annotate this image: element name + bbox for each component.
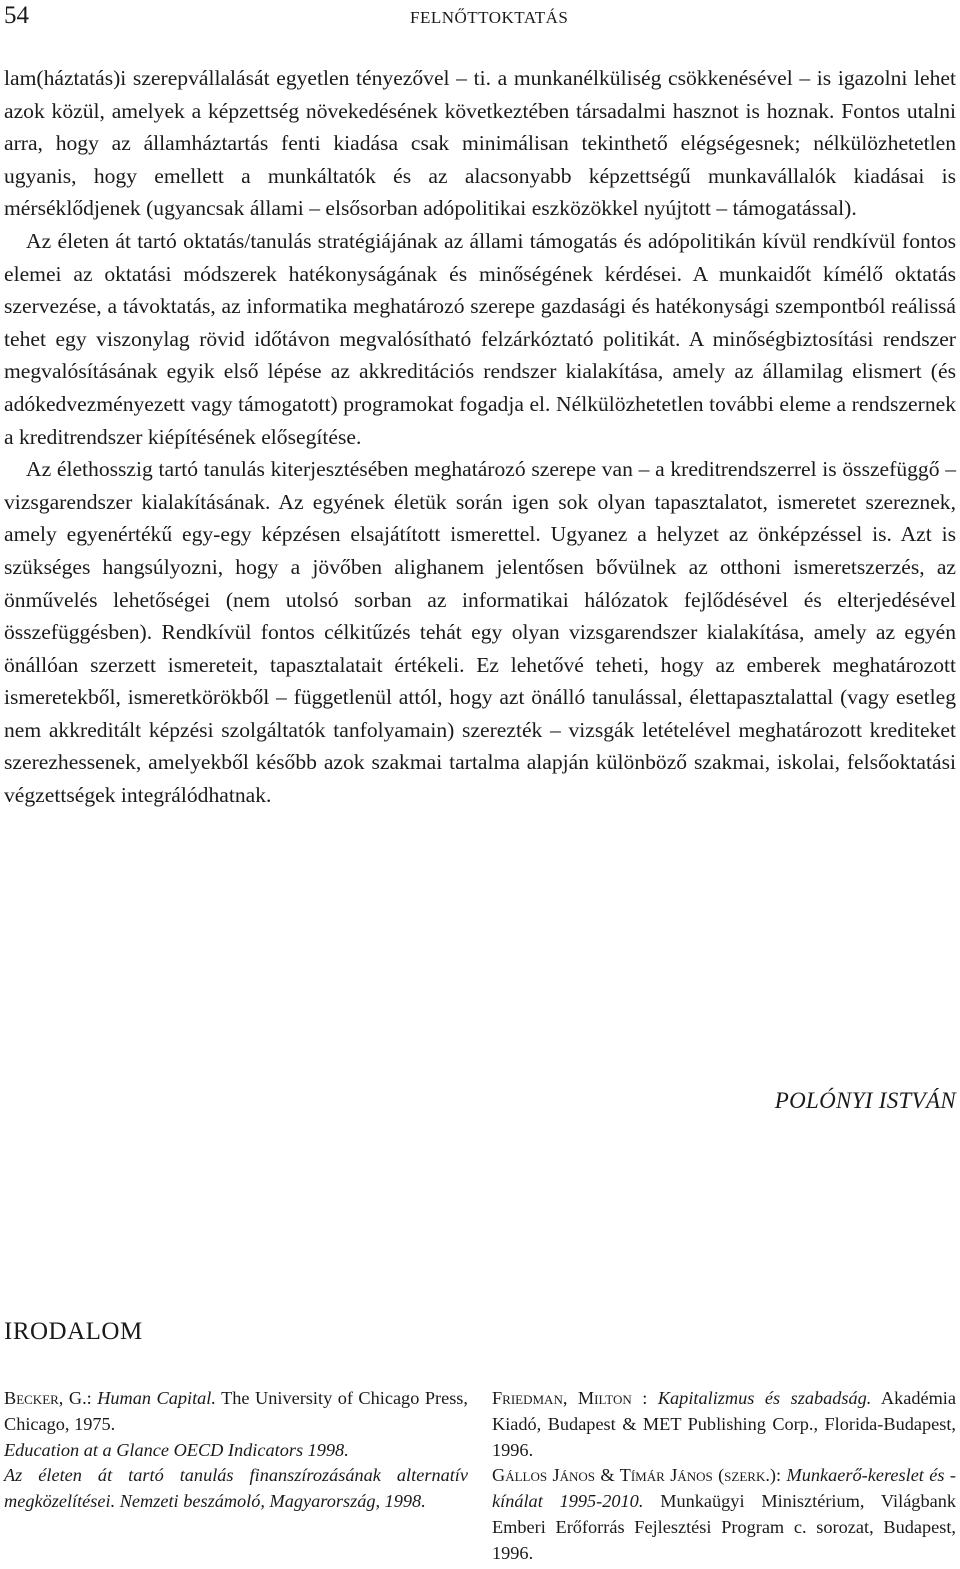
references-left-column <box>4 1386 468 1515</box>
references-right-column <box>492 1386 956 1567</box>
author-signature: POLÓNYI ISTVÁN <box>774 1088 956 1113</box>
references-heading: IRODALOM <box>4 1318 143 1345</box>
reference-publisher: Akadémia Kiadó, Budapest & MET Publishing Corp., Florida-Budapest, 1996. <box>492 1388 956 1460</box>
reference-title: Education at a Glance OECD Indicators 1998. <box>4 1439 349 1460</box>
page-header <box>0 0 960 36</box>
paragraph: Az életen át tartó oktatás/tanulás stratégiájának az állami támogatás és adópolitikán kívül rendkívül fontos elemei az oktatási módszerek hatékonyságának és minőségének kérdései. A munkaidőt kímélő oktatás szervezése, a távoktatás, az informatika meghatározó szerepe gazdasági és hatékonysági szempontból reálissá tehet egy viszonylag rövid időtávon megvalósítható felzárkóztató politikát. A minőségbiztosítási rendszer megvalósításának egyik első lépése az akkreditációs rendszer kialakítása, amely az államilag elismert (és adókedvezményezett vagy támogatott) programokat fogadja el. Nélkülözhetetlen további eleme a rendszernek a kreditrendszer kiépítésének elősegítése. <box>4 228 956 449</box>
reference-title: Munkaerő-kereslet és -kínálat 1995-2010. <box>492 1465 956 1512</box>
reference-title: Kapitalizmus és szabadság. <box>657 1388 872 1408</box>
running-title: FELNŐTTOKTATÁS <box>410 8 569 27</box>
paragraph: Az élethosszig tartó tanulás kiterjesztésében meghatározó szerepe van – a kreditrendszerrel is összefüggő – vizsgarendszer kialakításának. Az egyének életük során igen sok olyan tapasztalatot, ismeretet szereznek, amely egyenértékű egy-egy képzésen elsajátított ismerettel. Ugyanez a helyzet az önképzéssel is. Azt is szükséges hangsúlyozni, hogy a jövőben alighanem jelentősen bővülnek az otthoni ismeretszerzés, az önművelés lehetőségei (nem utolsó sorban az informatikai hálózatok fejlődésével és elterjedésével összefüggésben). Rendkívül fontos célkitűzés tehát egy olyan vizsgarendszer kialakítása, amely az egyén önállóan szerzett ismereteit, tapasztalatait értékeli. Ez lehetővé teheti, hogy az emberek meghatározott ismeretekből, ismeretkörökből – függetlenül attól, hogy azt önálló tanulással, élettapasztalattal (vagy esetleg nem akkreditált képzési szolgáltatók tanfolyamain) szerezték – vizsgák letételével meghatározott krediteket szerezhessenek, amelyekből később azok szakmai tartalma alapján különböző szakmai, iskolai, felsőoktatási végzettségek integrálódhatnak. <box>4 457 956 808</box>
paragraph: lam(háztatás)i szerepvállalását egyetlen tényezővel – ti. a munkanélküliség csökkenésével – is igazolni lehet azok közül, amelyek a képzettség növekedésének következtében társadalmi hasznot is hoznak. Fontos utalni arra, hogy az államháztartás fenti kiadása csak minimálisan tekinthető elégségesnek; nélkülözhetetlen ugyanis, hogy emellett a munkáltatók és az alacsonyabb képzettségű munkavállalók kiadásai is mérséklődjenek (ugyancsak állami – elsősorban adópolitikai eszközökkel nyújtott – támogatással). <box>4 66 956 221</box>
page-number: 54 <box>4 2 29 29</box>
reference-item <box>492 1386 956 1463</box>
reference-item <box>4 1463 468 1515</box>
reference-author: Friedman, Milton : <box>492 1388 648 1408</box>
reference-author: Becker, G.: <box>4 1388 92 1408</box>
reference-author: Gállos János & Tímár János (szerk.): <box>492 1465 782 1486</box>
reference-item <box>492 1463 956 1566</box>
article-body <box>4 62 956 812</box>
reference-publisher: Munkaügyi Minisztérium, Világbank Emberi Erőforrás Fejlesztési Program c. sorozat, Budapest, 1996. <box>492 1491 956 1563</box>
reference-title: Human Capital. <box>97 1388 216 1408</box>
reference-item <box>4 1438 468 1464</box>
reference-item <box>4 1386 468 1438</box>
reference-title: Az életen át tartó tanulás finanszírozásának alternatív megközelítései. Nemzeti beszámoló, Magyarország, 1998. <box>4 1465 468 1512</box>
reference-publisher: The University of Chicago Press, Chicago, 1975. <box>4 1388 468 1434</box>
